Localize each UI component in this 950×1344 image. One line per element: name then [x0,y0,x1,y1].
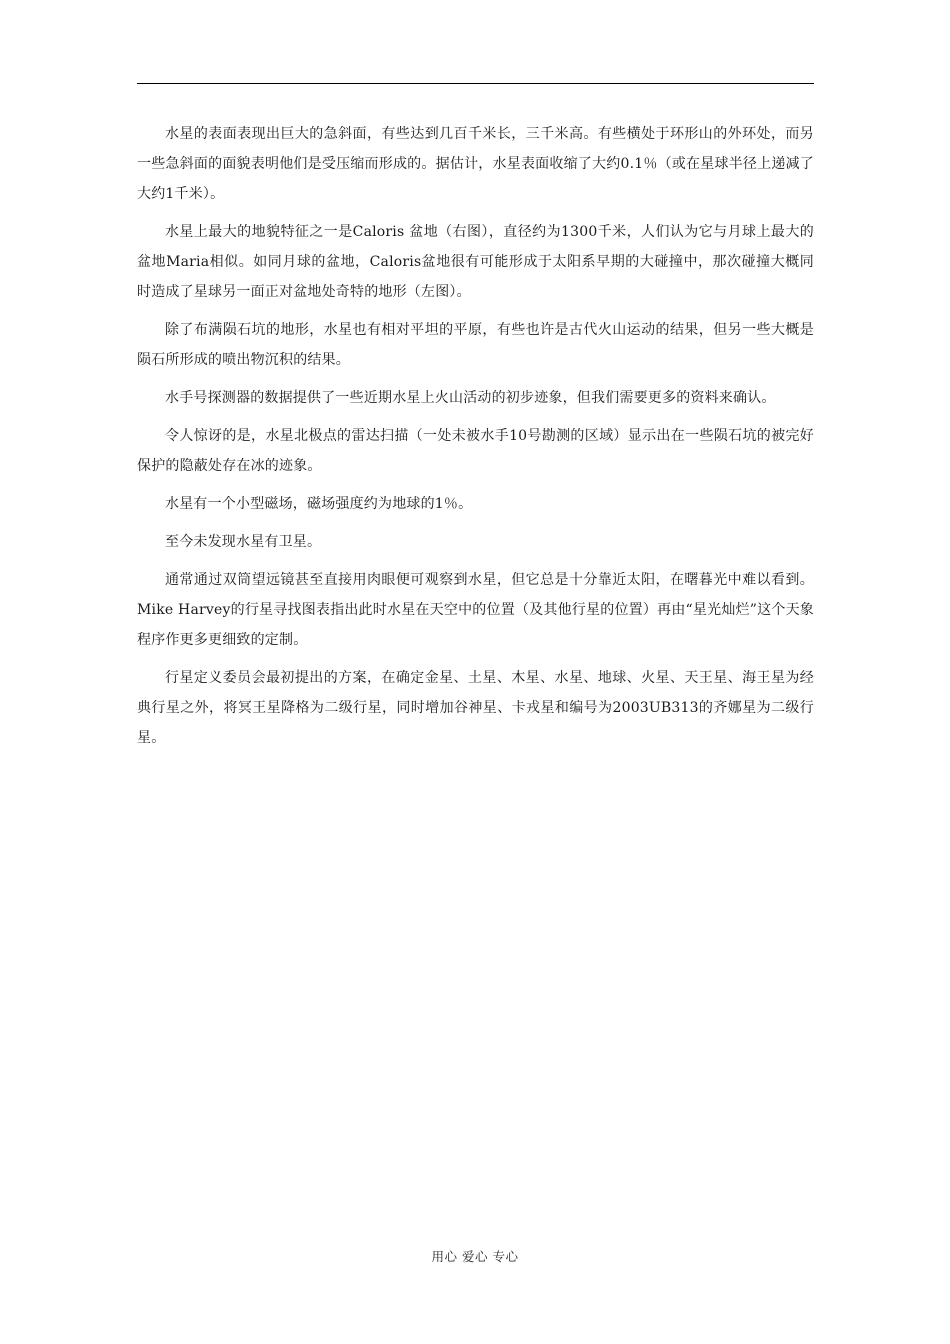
paragraph-9: 行星定义委员会最初提出的方案，在确定金星、土星、木星、水星、地球、火星、天王星、海王星为经典行星之外，将冥王星降格为二级行星，同时增加谷神星、卡戎星和编号为2003UB313的齐娜星为二级行星。 [137,670,814,746]
paragraph-3: 除了布满陨石坑的地形，水星也有相对平坦的平原，有些也许是古代火山运动的结果，但另一些大概是陨石所形成的喷出物沉积的结果。 [137,322,814,368]
paragraph-5: 令人惊讶的是，水星北极点的雷达扫描（一处未被水手10号勘测的区域）显示出在一些陨石坑的被完好保护的隐蔽处存在冰的迹象。 [137,428,814,474]
paragraph-2: 水星上最大的地貌特征之一是Caloris 盆地（右图），直径约为1300千米，人们认为它与月球上最大的盆地Maria相似。如同月球的盆地，Caloris盆地很有可能形成于太阳系早期的大碰撞中，那次碰撞大概同时造成了星球另一面正对盆地处奇特的地形（左图）。 [137,224,814,300]
document-body [137,119,814,761]
header-rule [137,83,814,84]
paragraph-4: 水手号探测器的数据提供了一些近期水星上火山活动的初步迹象，但我们需要更多的资料来确认。 [165,390,776,406]
paragraph-8: 通常通过双筒望远镜甚至直接用肉眼便可观察到水星，但它总是十分靠近太阳，在曙暮光中难以看到。Mike Harvey的行星寻找图表指出此时水星在天空中的位置（及其他行星的位置）再由“星光灿烂”这个天象程序作更多更细致的定制。 [137,572,814,648]
paragraph-6: 水星有一个小型磁场，磁场强度约为地球的1％。 [165,496,473,512]
paragraph-1: 水星的表面表现出巨大的急斜面，有些达到几百千米长，三千米高。有些横处于环形山的外环处，而另一些急斜面的面貌表明他们是受压缩而形成的。据估计，水星表面收缩了大约0.1％（或在星球半径上递减了大约1千米）。 [137,126,814,202]
page-footer: 用心 爱心 专心 [431,1249,519,1264]
paragraph-7: 至今未发现水星有卫星。 [165,534,322,550]
